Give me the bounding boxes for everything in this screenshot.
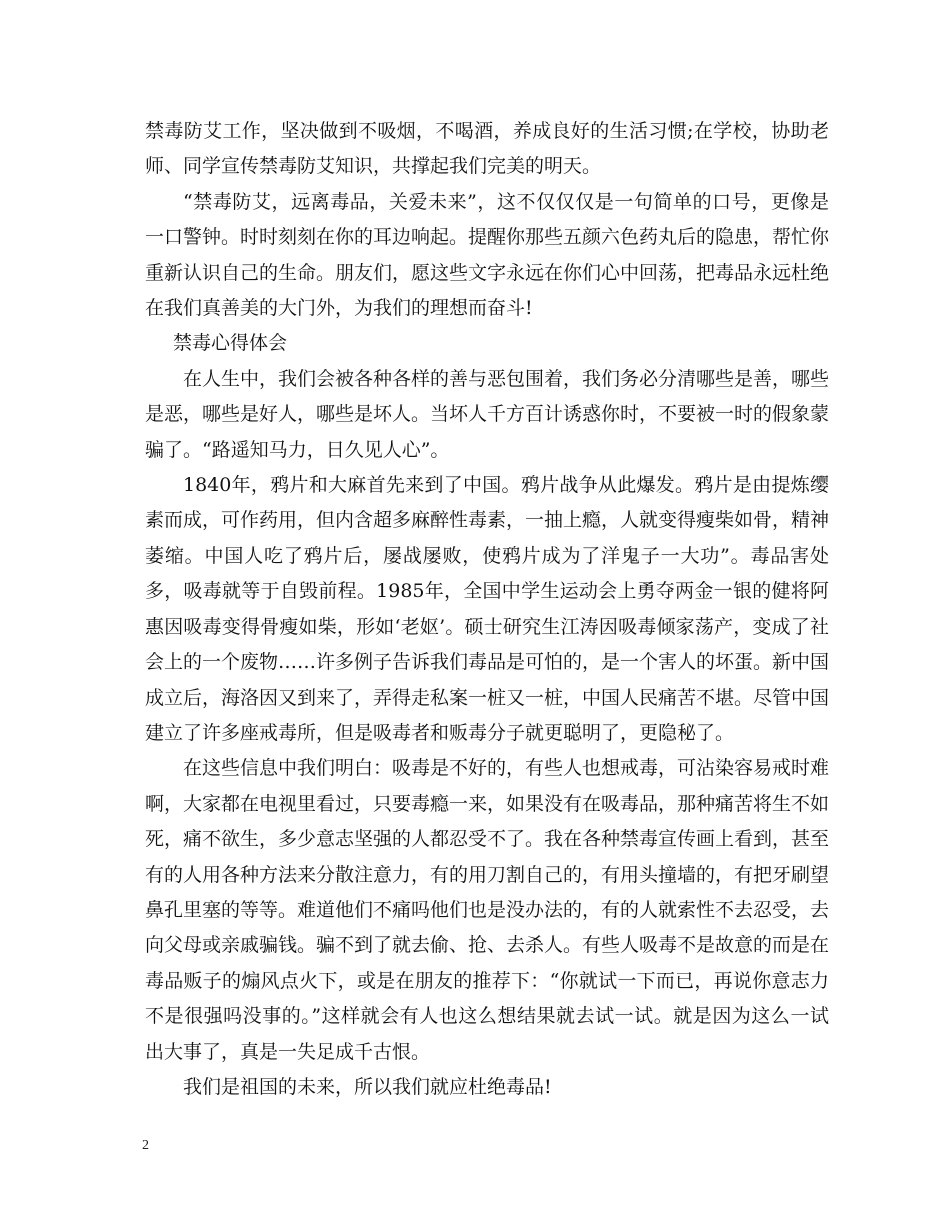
page-number: 2 bbox=[142, 1138, 149, 1153]
paragraph-good-evil: 在人生中，我们会被各种各样的善与恶包围着，我们务必分清哪些是善，哪些是恶，哪些是好人，哪些是坏人。当坏人千方百计诱惑你时，不要被一时的假象蒙骗了。“路遥知马力，日久见人心”。 bbox=[145, 367, 830, 461]
paragraph-addiction: 在这些信息中我们明白：吸毒是不好的，有些人也想戒毒，可沾染容易戒时难啊，大家都在电视里看过，只要毒瘾一来，如果没有在吸毒品，那种痛苦将生不如死，痛不欲生，多少意志坚强的人都忍受不了。我在各种禁毒宣传画上看到，甚至有的人用各种方法来分散注意力，有的用刀割自己的，有用头撞墙的，有把牙刷望鼻孔里塞的等等。难道他们不痛吗他们也是没办法的，有的人就索性不去忍受，去向父母或亲戚骗钱。骗不到了就去偷、抢、去杀人。有些人吸毒不是故意的而是在毒品贩子的煽风点火下，或是在朋友的推荐下：“你就试一下而已，再说你意志力不是很强吗没事的。”这样就会有人也这么想结果就去试一试。就是因为这么一试出大事了，真是一失足成千古恨。 bbox=[145, 757, 830, 1063]
paragraph-continuation: 禁毒防艾工作，坚决做到不吸烟，不喝酒，养成良好的生活习惯;在学校，协助老师、同学宣传禁毒防艾知识，共撑起我们完美的明天。 bbox=[145, 120, 829, 178]
paragraph-conclusion: 我们是祖国的未来，所以我们就应杜绝毒品! bbox=[183, 1075, 552, 1098]
body-text bbox=[145, 114, 829, 1105]
paragraph-history: 1840年，鸦片和大麻首先来到了中国。鸦片战争从此爆发。鸦片是由提炼缨素而成，可作药用，但内含超多麻醉性毒素，一抽上瘾，人就变得瘦柴如骨，精神萎缩。中国人吃了鸦片后，屡战屡败，使鸦片成为了洋鬼子一大功”。毒品害处多，吸毒就等于自毁前程。1985年，全国中学生运动会上勇夺两金一银的健将阿惠因吸毒变得骨瘦如柴，形如‘老妪’。硕士研究生江涛因吸毒倾家荡产，变成了社会上的一个废物……许多例子告诉我们毒品是可怕的，是一个害人的坏蛋。新中国成立后，海洛因又到来了，弄得走私案一桩又一桩，中国人民痛苦不堪。尽管中国建立了许多座戒毒所，但是吸毒者和贩毒分子就更聪明了，更隐秘了。 bbox=[145, 474, 830, 744]
paragraph-slogan: “禁毒防艾，远离毒品，关爱未来”，这不仅仅仅是一句简单的口号，更像是一口警钟。时时刻刻在你的耳边响起。提醒你那些五颜六色药丸后的隐患，帮忙你重新认识自己的生命。朋友们，愿这些文字永远在你们心中回荡，把毒品永远杜绝在我们真善美的大门外，为我们的理想而奋斗! bbox=[145, 190, 830, 320]
section-heading: 禁毒心得体会 bbox=[173, 332, 288, 355]
